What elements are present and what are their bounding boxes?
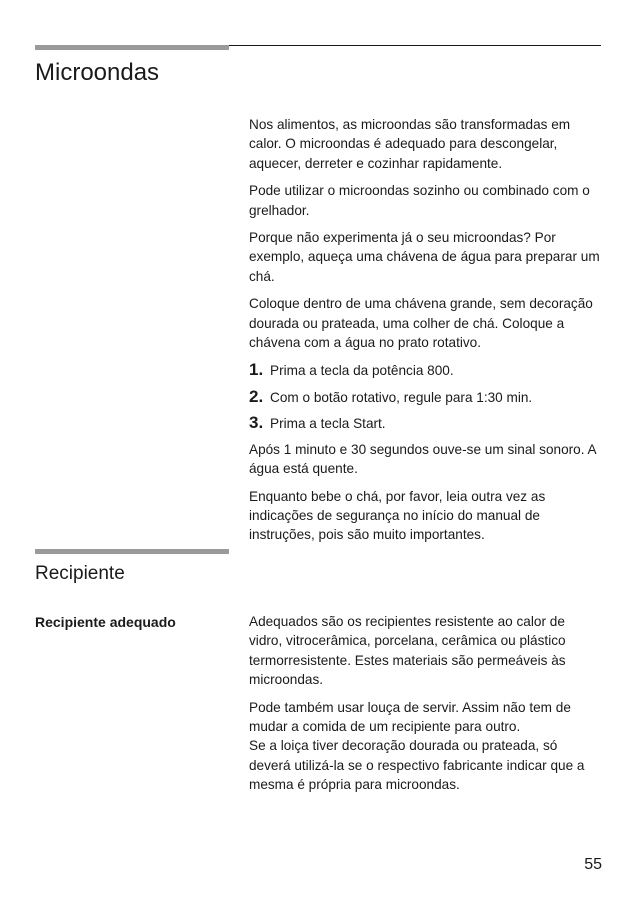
step-text: Prima a tecla da potência 800. — [270, 363, 454, 379]
paragraph: Após 1 minuto e 30 segundos ouve-se um sinal sonoro. A água está quente. — [249, 441, 596, 477]
paragraph: Adequados são os recipientes resistente ao calor de vidro, vitrocerâmica, porcelana, cerâmica ou plástico termorresistente. Estes materiais são permeáveis às microondas. — [249, 614, 566, 688]
section-title-microondas: Microondas — [35, 59, 160, 86]
paragraph-line: Pode também usar louça de servir. Assim não tem de mudar a comida de um recipiente para outro. — [249, 699, 571, 735]
section-rule-thin — [229, 45, 601, 46]
step-number: 2. — [249, 386, 264, 406]
paragraph: Porque não experimenta já o seu microondas? Por exemplo, aqueça uma chávena de água para preparar um chá. — [249, 230, 600, 284]
step-text: Prima a tecla Start. — [270, 416, 386, 432]
step-item — [249, 387, 601, 407]
section-rule-thick — [35, 549, 229, 554]
paragraph: Pode utilizar o microondas sozinho ou combinado com o grelhador. — [249, 183, 590, 218]
step-item — [249, 360, 601, 380]
step-number: 1. — [249, 360, 264, 380]
paragraph — [249, 698, 601, 795]
step-text: Com o botão rotativo, regule para 1:30 min. — [270, 389, 533, 405]
section-recipiente-body — [249, 612, 601, 795]
paragraph-line: Se a loiça tiver decoração dourada ou prateada, só deverá utilizá-la se o respectivo fabricante indicar que a mesma é própria para microondas. — [249, 738, 585, 793]
step-item — [249, 413, 601, 433]
paragraph: Nos alimentos, as microondas são transformadas em calor. O microondas é adequado para descongelar, aquecer, derreter e cozinhar rapidamente. — [249, 117, 571, 171]
page-number: 55 — [584, 856, 602, 873]
section-microondas-body — [249, 115, 601, 553]
section-rule-thick — [35, 45, 229, 50]
section-title-recipiente: Recipiente — [35, 563, 125, 584]
paragraph: Enquanto bebe o chá, por favor, leia outra vez as indicações de segurança no início do manual de instruções, pois são muito importantes. — [249, 488, 546, 543]
paragraph: Coloque dentro de uma chávena grande, sem decoração dourada ou prateada, uma colher de chá. Coloque a chávena com a água no prato rotativo. — [249, 296, 593, 351]
subsection-label-recipiente-adequado: Recipiente adequado — [35, 614, 176, 630]
step-number: 3. — [249, 413, 264, 433]
